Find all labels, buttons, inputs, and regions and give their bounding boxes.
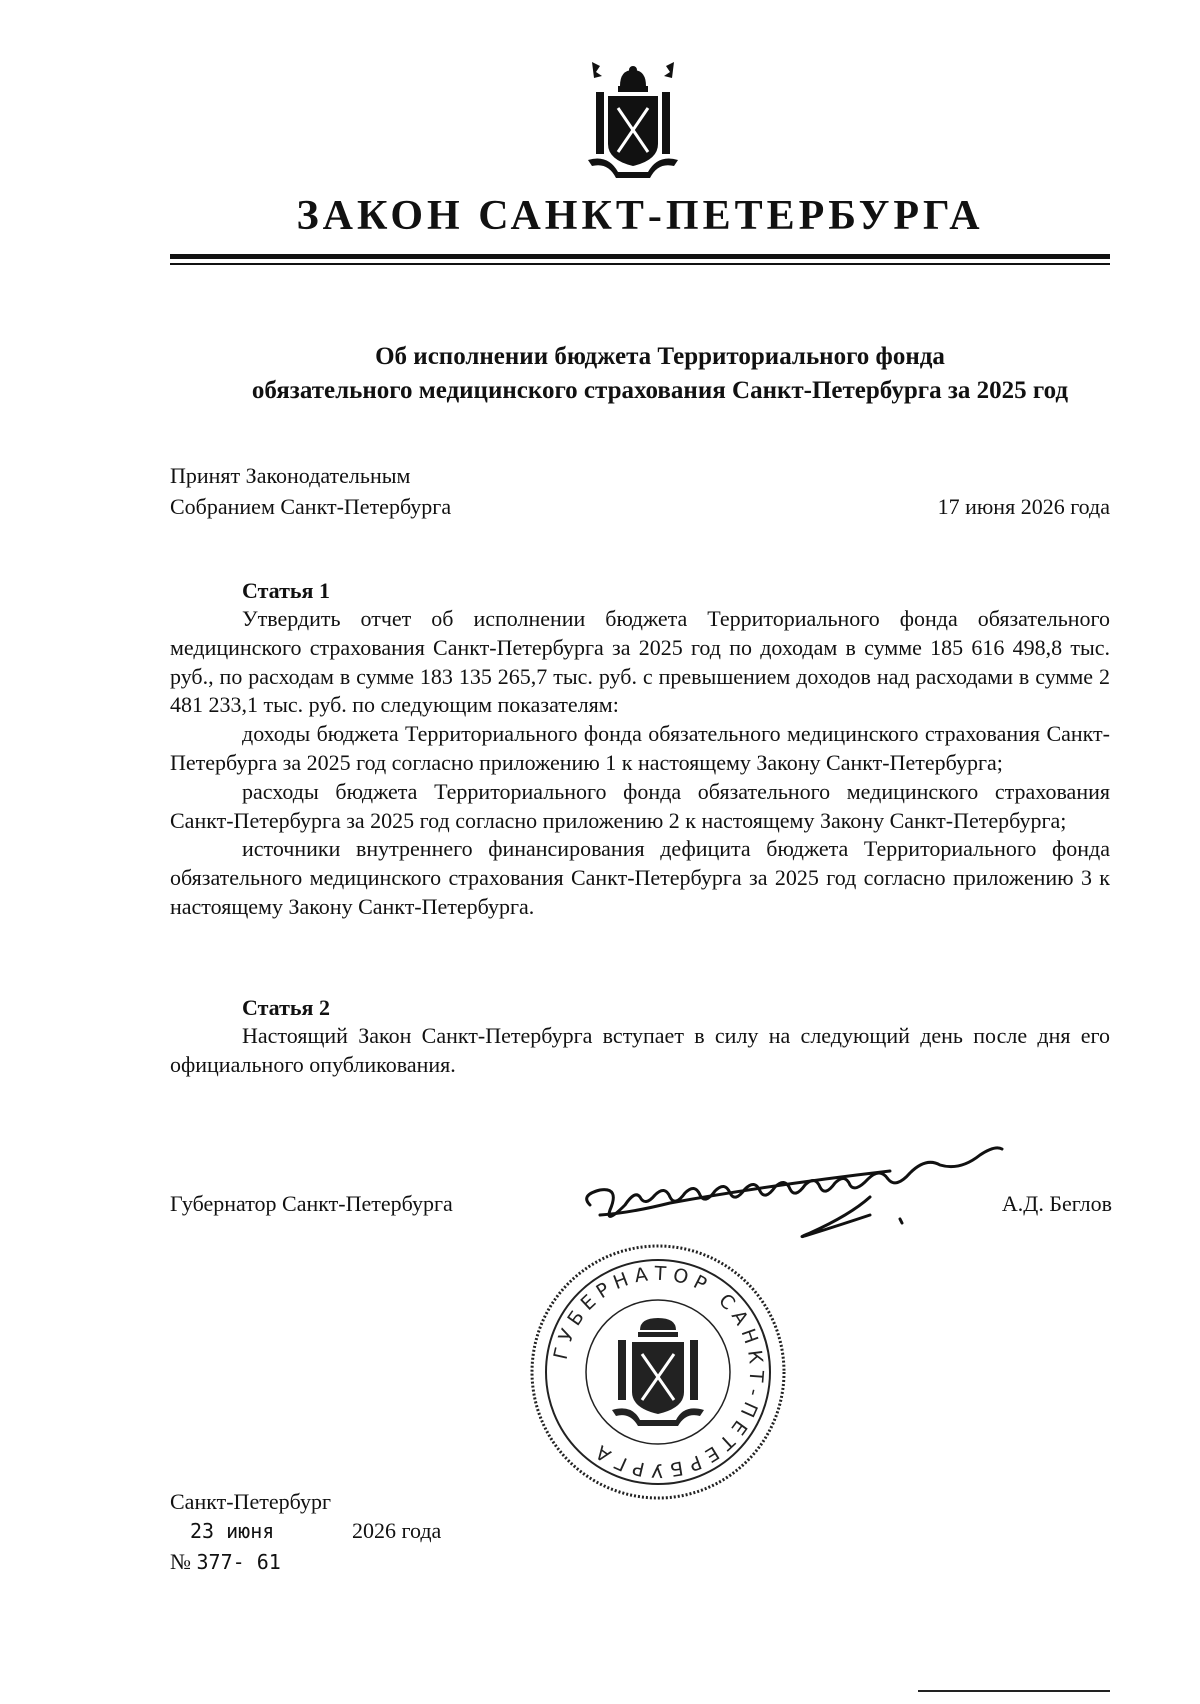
governor-name: А.Д. Беглов	[1001, 1191, 1112, 1216]
signing-year: 2026 года	[352, 1518, 442, 1543]
adopted-date: 17 июня 2026 года	[937, 494, 1110, 519]
law-number-prefix: №	[170, 1549, 191, 1574]
article-2-body	[170, 1022, 1110, 1080]
article-1-body	[170, 605, 1110, 922]
title-rule-thin	[170, 263, 1110, 265]
coat-of-arms-emblem	[578, 56, 688, 184]
article-2-title: Статья 2	[242, 995, 330, 1020]
article-1-paragraph: Утвердить отчет об исполнении бюджета Территориального фонда обязательного медицинского страхования Санкт-Петербурга за 2025 год по доходам в сумме 185 616 498,8 тыс. руб., по расходам в сумме 183 135 265,7 тыс. руб. с превышением доходов над расходами в сумме 2 481 233,1 тыс. руб. по следующим показателям:	[170, 606, 1110, 718]
adopted-line-2: Собранием Санкт-Петербурга	[170, 494, 452, 519]
title-rule-thick	[170, 254, 1110, 259]
article-1-paragraph: источники внутреннего финансирования дефицита бюджета Территориального фонда обязательного медицинского страхования Санкт-Петербурга за 2025 год согласно приложению 3 к настоящему Закону Санкт-Петербурга.	[170, 836, 1110, 919]
article-2-paragraph: Настоящий Закон Санкт-Петербурга вступает в силу на следующий день после дня его официального опубликования.	[170, 1023, 1110, 1077]
article-1-paragraph: доходы бюджета Территориального фонда обязательного медицинского страхования Санкт-Петербурга за 2025 год согласно приложению 1 к настоящему Закону Санкт-Петербурга;	[170, 721, 1110, 775]
official-seal	[528, 1242, 788, 1502]
adopted-by	[170, 460, 451, 522]
law-number-value: 377- 61	[196, 1550, 281, 1574]
article-1-paragraph: расходы бюджета Территориального фонда обязательного медицинского страхования Санкт-Петербурга за 2025 год согласно приложению 2 к настоящему Закону Санкт-Петербурга;	[170, 778, 1110, 833]
governor-label: Губернатор Санкт-Петербурга	[170, 1191, 453, 1216]
signing-date	[190, 1516, 442, 1546]
adopted-line-1: Принят Законодательным	[170, 463, 411, 488]
governor-signature	[570, 1135, 1010, 1250]
law-number	[170, 1547, 281, 1577]
heading-line-2: обязательного медицинского страхования Санкт-Петербурга за 2025 год	[251, 377, 1069, 404]
heading-line-1: Об исполнении бюджета Территориального фонда	[375, 343, 945, 370]
signing-city: Санкт-Петербург	[170, 1489, 331, 1514]
article-1-title: Статья 1	[242, 578, 330, 603]
law-heading	[170, 340, 1110, 408]
signing-day: 23 июня	[190, 1519, 275, 1543]
seal-inner-text: ГУБЕРНАТОР САНКТ-ПЕТЕРБУРГА	[549, 1262, 768, 1482]
law-title: ЗАКОН САНКТ-ПЕТЕРБУРГА	[296, 193, 984, 239]
footer-rule	[918, 1690, 1110, 1692]
